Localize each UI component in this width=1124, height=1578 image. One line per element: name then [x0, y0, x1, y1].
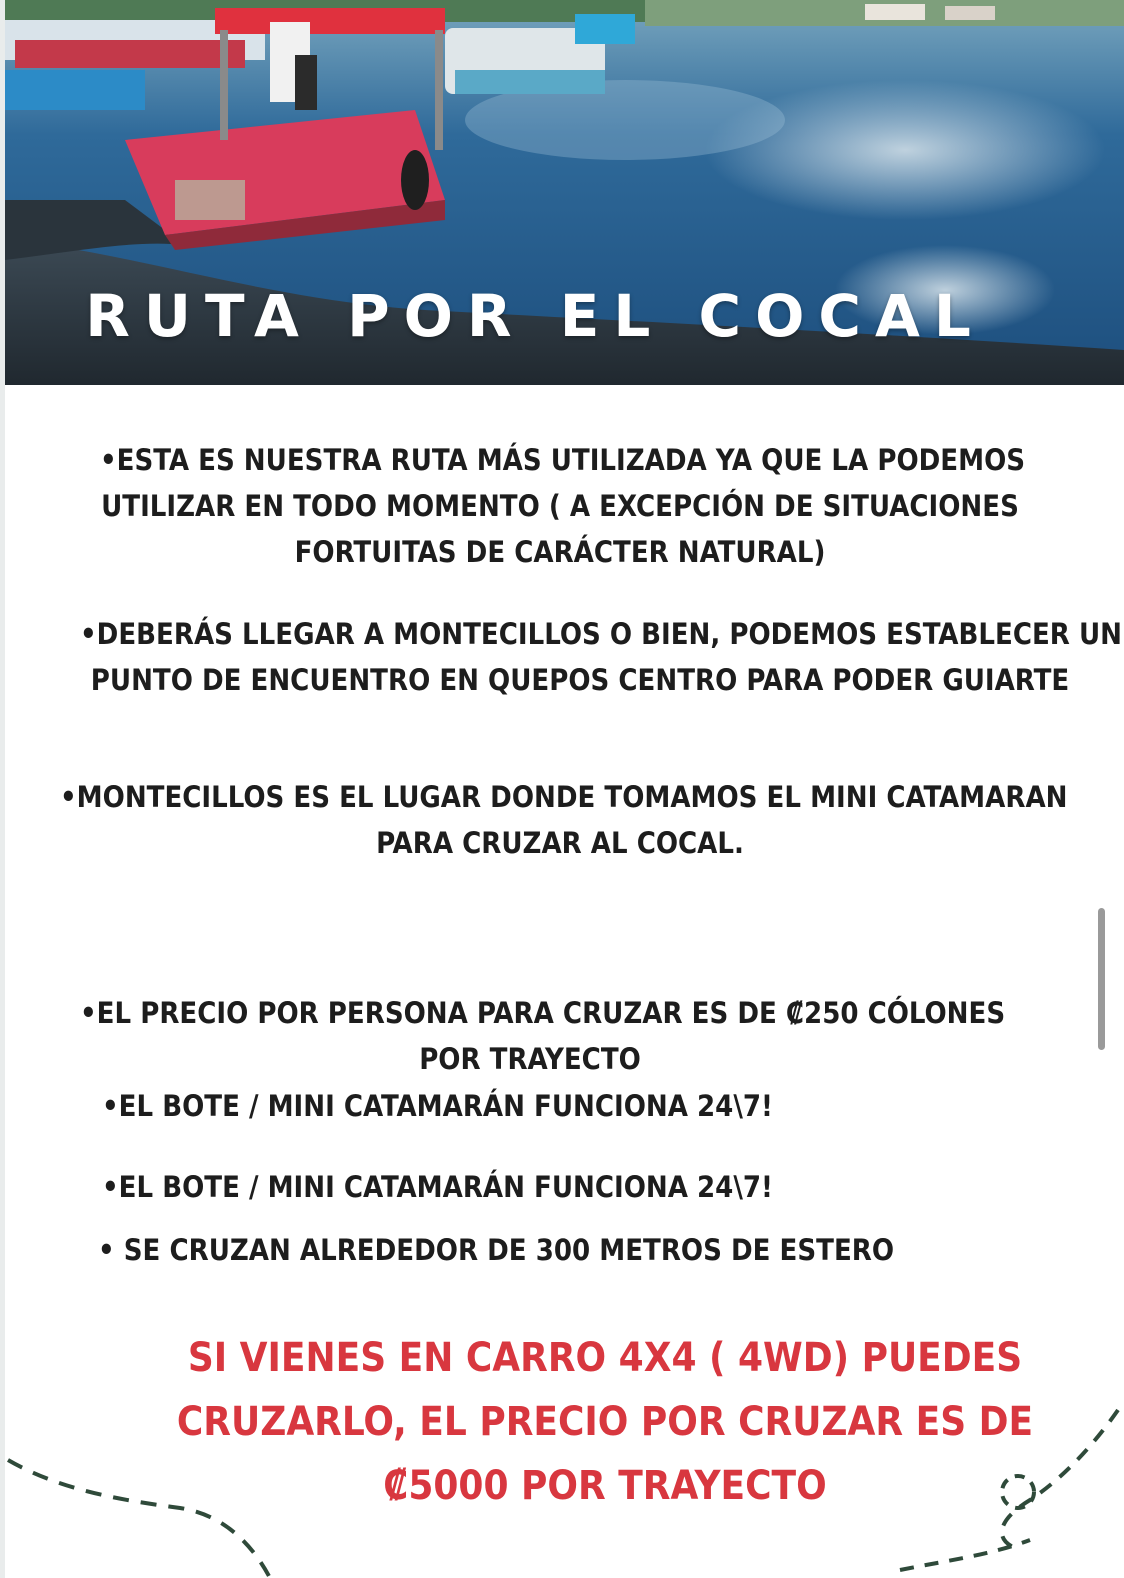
- note-line: SI VIENES EN CARRO 4X4 ( 4WD) PUEDES: [187, 1335, 1023, 1381]
- bullet-main-route: [100, 437, 1026, 575]
- note-line: ₡5000 POR TRAYECTO: [383, 1463, 827, 1509]
- hero-photo: [5, 0, 1124, 385]
- bullet-distance: [98, 1227, 894, 1273]
- bullet-schedule-repeat: [102, 1164, 773, 1210]
- text-line: PUNTO DE ENCUENTRO EN QUEPOS CENTRO PARA PODER GUIARTE: [90, 663, 1070, 697]
- bullet-montecillos: [60, 774, 1068, 866]
- text-line: PARA CRUZAR AL COCAL.: [376, 826, 744, 860]
- scrollbar-thumb[interactable]: [1098, 908, 1105, 1050]
- text-line: •MONTECILLOS ES EL LUGAR DONDE TOMAMOS EL MINI CATAMARAN: [60, 780, 1068, 814]
- text-line: •EL BOTE / MINI CATAMARÁN FUNCIONA 24\7!: [102, 1089, 773, 1123]
- text-line: FORTUITAS DE CARÁCTER NATURAL): [294, 535, 826, 569]
- bullet-meeting-point: [80, 611, 1122, 703]
- text-line: UTILIZAR EN TODO MOMENTO ( A EXCEPCIÓN DE SITUACIONES: [101, 489, 1019, 523]
- text-line: •DEBERÁS LLEGAR A MONTECILLOS O BIEN, PODEMOS ESTABLECER UN: [80, 617, 1122, 651]
- text-line: POR TRAYECTO: [419, 1042, 641, 1076]
- hero-title: RUTA POR EL COCAL: [85, 282, 985, 350]
- text-line: •ESTA ES NUESTRA RUTA MÁS UTILIZADA YA QUE LA PODEMOS: [100, 443, 1026, 477]
- text-line: •EL BOTE / MINI CATAMARÁN FUNCIONA 24\7!: [102, 1170, 773, 1204]
- dashed-path-decoration: [0, 1390, 1124, 1578]
- text-line: • SE CRUZAN ALREDEDOR DE 300 METROS DE ESTERO: [98, 1233, 895, 1267]
- text-line: •EL PRECIO POR PERSONA PARA CRUZAR ES DE ₡250 CÓLONES: [80, 996, 1006, 1030]
- bullet-price-person: [80, 990, 1006, 1082]
- note-line: CRUZARLO, EL PRECIO POR CRUZAR ES DE: [176, 1399, 1034, 1445]
- bullet-schedule: [102, 1083, 773, 1129]
